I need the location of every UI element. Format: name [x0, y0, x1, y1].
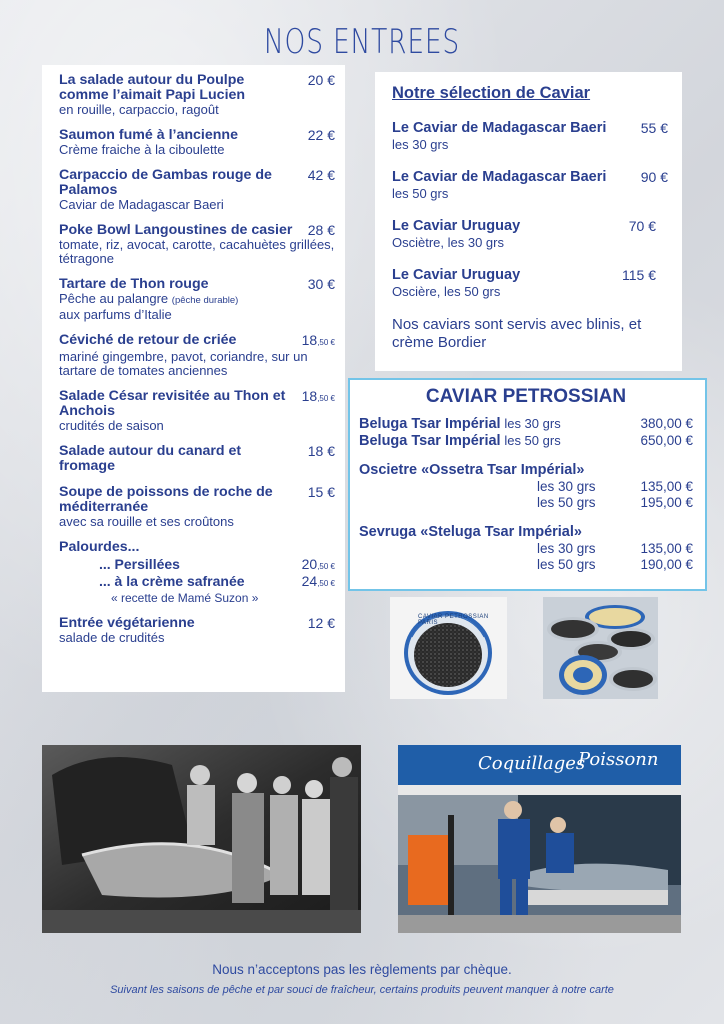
beluga-price: 650,00 € — [640, 432, 693, 448]
petrossian-title: CAVIAR PETROSSIAN — [425, 386, 627, 407]
caviar-selection-title: Notre sélection de Caviar — [392, 84, 591, 102]
caviar-item — [392, 120, 668, 152]
item-price: 18,50 € — [301, 332, 335, 348]
caviar-item — [392, 169, 668, 201]
item-description: Crème fraiche à la ciboulette — [59, 142, 225, 157]
menu-item — [59, 444, 335, 474]
item-name: La salade autour du Poulpe comme l’aimait Papi Lucien — [59, 72, 246, 103]
item-name: Salade autour du canard et fromage — [59, 443, 242, 474]
item-price: 28 € — [307, 222, 335, 238]
payment-notice: Nous n’acceptons pas les règlements par chèque. — [212, 962, 512, 977]
item-description: en rouille, carpaccio, ragoût — [59, 102, 219, 117]
sevruga-price: 135,00 € — [640, 541, 693, 556]
item-name: Carpaccio de Gambas rouge de Palamos — [59, 167, 272, 198]
tin-label: CAVIAR PETROSSIAN PARIS — [418, 614, 489, 626]
caviar-item — [392, 267, 668, 299]
item-description-note: (pêche durable) — [171, 295, 239, 306]
item-description: Caviar de Madagascar Baeri — [59, 197, 224, 212]
sevruga-row — [359, 557, 693, 573]
availability-notice: Suivant les saisons de pêche et par souci de fraîcheur, certains produits peuvent manquer à notre carte — [110, 984, 614, 996]
item-description — [59, 292, 335, 308]
caviar-name: Le Caviar Uruguay — [392, 267, 521, 283]
caviar-desc: Oscière, les 50 grs — [392, 284, 501, 299]
sub-item-name: ... Persillées — [99, 556, 180, 572]
recipe-note: « recette de Mamé Suzon » — [111, 591, 259, 605]
beluga-row — [359, 433, 693, 450]
caviar-tin-photo — [390, 597, 507, 699]
caviar-name: Le Caviar Uruguay — [392, 218, 521, 234]
sub-item — [59, 557, 335, 574]
menu-item — [59, 616, 335, 645]
item-description: avec sa rouille et ses croûtons — [59, 514, 234, 529]
oscietre-name: Oscietre «Ossetra Tsar Impérial» — [359, 462, 585, 478]
caviar-selection-panel — [375, 72, 682, 371]
beluga-name: Beluga Tsar Impérial — [359, 416, 501, 432]
caviar-name: Le Caviar de Madagascar Baeri — [392, 169, 607, 185]
caviar-note: Nos caviars sont servis avec blinis, et crème Bordier — [392, 316, 642, 351]
menu-item — [59, 277, 335, 322]
market-sign-coquillages: Coquillages — [478, 753, 586, 774]
petrossian-panel — [348, 378, 707, 591]
sevruga-price: 190,00 € — [640, 557, 693, 572]
item-name: Salade César revisitée au Thon et Anchois — [59, 388, 286, 419]
caviar-tins-photo — [543, 597, 658, 699]
item-name: Tartare de Thon rouge — [59, 276, 209, 292]
item-price: 15 € — [307, 484, 335, 500]
item-price: 18 € — [307, 443, 335, 459]
item-description: salade de crudités — [59, 630, 165, 645]
beluga-name: Beluga Tsar Impérial — [359, 432, 501, 449]
beluga-qty: les 50 grs — [504, 432, 561, 448]
sevruga-qty: les 30 grs — [537, 541, 596, 556]
sub-item-name: ... à la crème safranée — [99, 573, 245, 589]
item-price: 18,50 € — [301, 388, 335, 404]
sub-item — [59, 574, 335, 591]
sevruga-qty: les 50 grs — [537, 557, 596, 572]
caviar-desc: les 50 grs — [392, 186, 449, 201]
entrees-panel — [42, 65, 345, 692]
caviar-item — [392, 218, 668, 250]
item-description-main: Pêche au palangre — [59, 291, 169, 306]
menu-item — [59, 128, 335, 157]
item-name: Soupe de poissons de roche de méditerranée — [59, 484, 273, 515]
sub-item-price: 20,50 € — [301, 556, 335, 572]
item-description: crudités de saison — [59, 418, 164, 433]
sevruga-name: Sevruga «Steluga Tsar Impérial» — [359, 524, 582, 540]
menu-item — [59, 168, 335, 212]
oscietre-row — [359, 479, 693, 495]
item-price: 30 € — [307, 276, 335, 292]
oscietre-qty: les 30 grs — [537, 479, 596, 494]
beluga-qty: les 30 grs — [504, 416, 561, 431]
page-title: NOS ENTREES — [263, 22, 461, 62]
beluga-row — [359, 416, 693, 433]
beluga-price: 380,00 € — [640, 416, 693, 431]
caviar-name: Le Caviar de Madagascar Baeri — [392, 120, 607, 136]
fish-market-photo — [398, 745, 681, 933]
item-price: 22 € — [307, 127, 335, 143]
item-name: Saumon fumé à l’ancienne — [59, 127, 238, 143]
menu-item-palourdes — [59, 540, 335, 605]
item-price: 42 € — [307, 167, 335, 183]
market-sign-poissonnerie: Poissonn — [578, 749, 659, 770]
menu-item — [59, 485, 335, 529]
caviar-price: 70 € — [628, 218, 656, 234]
menu-item — [59, 389, 335, 433]
oscietre-qty: les 50 grs — [537, 495, 596, 510]
item-description: mariné gingembre, pavot, coriandre, sur un tartare de tomates anciennes — [59, 349, 308, 378]
menu-item — [59, 333, 335, 378]
item-name: Céviché de retour de criée — [59, 332, 237, 348]
item-name: Palourdes... — [59, 539, 140, 555]
caviar-desc: Osciètre, les 30 grs — [392, 235, 504, 250]
menu-item — [59, 73, 335, 117]
menu-item — [59, 223, 335, 266]
vintage-fishermen-photo — [42, 745, 361, 933]
caviar-price: 115 € — [622, 267, 656, 283]
oscietre-price: 195,00 € — [640, 495, 693, 510]
item-price: 20 € — [307, 72, 335, 88]
oscietre-price: 135,00 € — [640, 479, 693, 494]
item-name: Poke Bowl Langoustines de casier — [59, 222, 293, 238]
caviar-price: 90 € — [640, 169, 668, 185]
item-description-line2: aux parfums d’Italie — [59, 307, 172, 322]
sub-item-price: 24,50 € — [301, 573, 335, 589]
item-description: tomate, riz, avocat, carotte, cacahuètes grillées, tétragone — [59, 237, 335, 266]
item-name: Entrée végétarienne — [59, 615, 195, 631]
sevruga-row — [359, 541, 693, 557]
item-price: 12 € — [307, 615, 335, 631]
caviar-price: 55 € — [640, 120, 668, 136]
caviar-desc: les 30 grs — [392, 137, 449, 152]
oscietre-row — [359, 495, 693, 511]
